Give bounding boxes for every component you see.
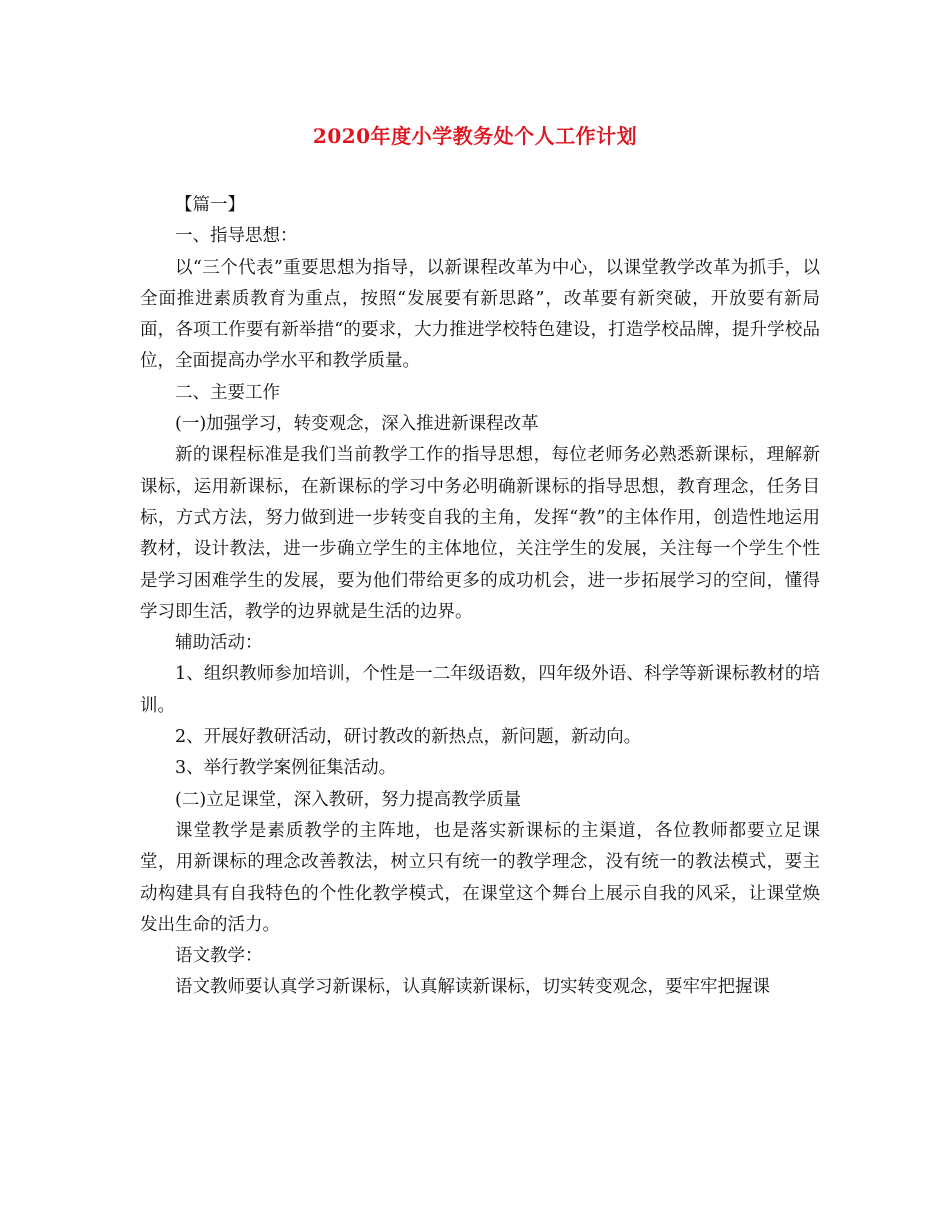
subheading-classroom-teaching: (二)立足课堂，深入教研，努力提高教学质量	[175, 789, 522, 810]
paragraph-guiding-ideology: 以“三个代表”重要思想为指导，以新课程改革为中心，以课堂教学改革为抓手，以全面推进素质教育为重点，按照“发展要有新思路”，改革要有新突破，开放要有新局面，各项工作要有新举措“的要求，大力推进学校特色建设，打造学校品牌，提升学校品位，全面提高办学水平和教学质量。	[140, 257, 820, 372]
activity-item-1: 1、组织教师参加培训，个性是一二年级语数，四年级外语、科学等新课标教材的培训。	[140, 664, 820, 716]
paragraph-classroom-teaching: 课堂教学是素质教学的主阵地，也是落实新课标的主渠道，各位教师都要立足课堂，用新课标的理念改善教法，树立只有统一的教学理念，没有统一的教法模式，要主动构建具有自我特色的个性化教学模式，在课堂这个舞台上展示自我的风采，让课堂焕发出生命的活力。	[140, 820, 820, 935]
paragraph-curriculum-standard: 新的课程标准是我们当前教学工作的指导思想，每位老师务必熟悉新课标，理解新课标，运用新课标，在新课标的学习中务必明确新课标的指导思想，教育理念，任务目标，方式方法，努力做到进一步转变自我的主角，发挥“教”的主体作用，创造性地运用教材，设计教法，进一步确立学生的主体地位，关注学生的发展，关注每一个学生个性是学习困难学生的发展，要为他们带给更多的成功机会，进一步拓展学习的空间，懂得学习即生活，教学的边界就是生活的边界。	[140, 445, 820, 622]
paragraph-chinese-teaching: 语文教师要认真学习新课标，认真解读新课标，切实转变观念，要牢牢把握课	[175, 977, 770, 998]
subheading-study-reform: (一)加强学习，转变观念，深入推进新课程改革	[175, 414, 539, 435]
heading-chinese-teaching: 语文教学：	[175, 946, 263, 967]
activity-item-3: 3、举行教学案例征集活动。	[175, 758, 397, 779]
document-title: 2020年度小学教务处个人工作计划	[312, 124, 638, 148]
heading-main-work: 二、主要工作	[175, 382, 280, 403]
heading-guiding-ideology: 一、指导思想：	[175, 226, 298, 247]
section-label: 【篇一】	[175, 195, 245, 215]
activity-item-2: 2、开展好教研活动，研讨教改的新热点，新问题，新动向。	[175, 727, 642, 748]
heading-auxiliary-activities: 辅助活动：	[175, 633, 263, 654]
document-body	[140, 190, 820, 1004]
